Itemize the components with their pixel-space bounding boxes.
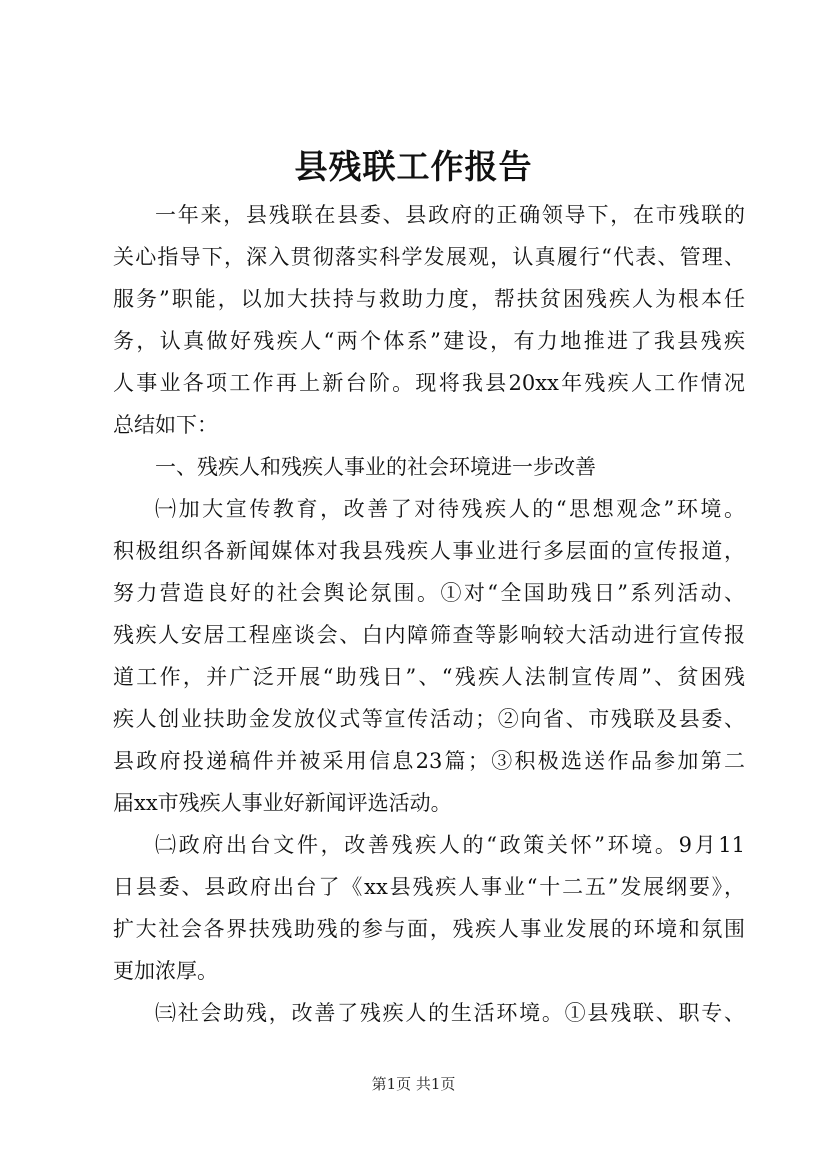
text-line: ㈡政府出台文件，改善残疾人的“政策关怀”环境。9月11 [155,833,745,857]
text-line: 努力营造良好的社会舆论氛围。①对“全国助残日”系列活动、 [113,581,745,605]
document-body [113,196,745,1036]
text-line: 积极组织各新闻媒体对我县残疾人事业进行多层面的宣传报道， [113,539,745,563]
text-line: 道工作，并广泛开展“助残日”、“残疾人法制宣传周”、贫困残 [113,665,745,689]
text-line: 总结如下： [113,413,218,437]
text-line: 残疾人安居工程座谈会、白内障筛查等影响较大活动进行宣传报 [113,623,745,647]
text-line: 更加浓厚。 [113,959,218,983]
text-line: ㈢社会助残，改善了残疾人的生活环境。①县残联、职专、 [155,1001,745,1025]
text-line: 关心指导下，深入贯彻落实科学发展观，认真履行“代表、管理、 [113,245,745,269]
text-line: 务，认真做好残疾人“两个体系”建设，有力地推进了我县残疾 [113,329,745,353]
text-line: ㈠加大宣传教育，改善了对待残疾人的“思想观念”环境。 [155,497,745,521]
text-line: 日县委、县政府出台了《xx县残疾人事业“十二五”发展纲要》， [113,875,745,899]
page-footer: 第1页 共1页 [371,1075,456,1093]
text-line: 一年来，县残联在县委、县政府的正确领导下，在市残联的 [155,203,745,227]
text-line: 疾人创业扶助金发放仪式等宣传活动；②向省、市残联及县委、 [113,707,745,731]
document-title: 县残联工作报告 [294,147,533,186]
text-line: 服务”职能，以加大扶持与救助力度，帮扶贫困残疾人为根本任 [113,287,745,311]
text-line: 届xx市残疾人事业好新闻评选活动。 [113,791,452,815]
text-line: 人事业各项工作再上新台阶。现将我县20xx年残疾人工作情况 [113,371,745,395]
text-line: 一、残疾人和残疾人事业的社会环境进一步改善 [155,455,596,479]
text-line: 县政府投递稿件并被采用信息23篇；③积极选送作品参加第二 [113,749,745,773]
text-line: 扩大社会各界扶残助残的参与面，残疾人事业发展的环境和氛围 [113,917,745,941]
